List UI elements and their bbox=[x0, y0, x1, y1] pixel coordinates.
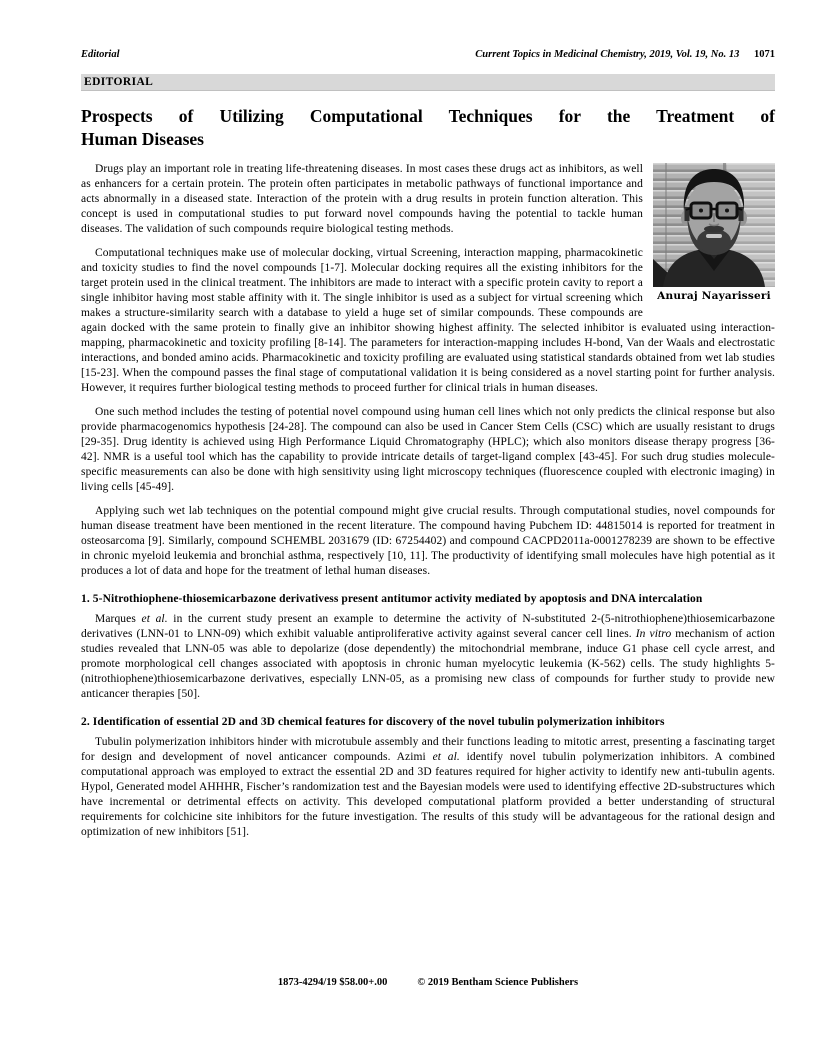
running-head-journal-block bbox=[475, 49, 775, 60]
page-footer bbox=[81, 977, 775, 988]
article-title-line-1: Prospects of Utilizing Computational Techniques for the Treatment of bbox=[81, 106, 775, 126]
issn-price: 1873-4294/19 $58.00+.00 bbox=[277, 977, 388, 988]
section-2-etal: et al. bbox=[432, 751, 460, 763]
paragraph-intro-2: Computational techniques make use of molecular docking, virtual Screening, interaction mapping, pharmacokinetic and toxicity studies to find the novel compounds [1-7]. Molecular docking requires all the existing inhibitors for the target protein used in the clinical treatment. The inhibitors are made to interact with a specific protein cavity to report a single inhibitor having most stable affinity with it. The single inhibitor is used as a subject for virtual screening which makes a structure-similarity search with a database to yield a huge set of similar compounds. These compounds are again docked with the same protein to finally give an inhibitor showing highest affinity. The selected inhibitor is evaluated using interaction-mapping, pharmacokinetic and toxicity profiling [8-14]. The parameters for interaction-mapping includes H-bond, Van der Waals and electrostatic interactions, and bonded amino acids. Pharmacokinetic and toxicity profiling are evaluated using statistical standards obtained from wet lab studies [15-23]. When the compound passes the final stage of computational validation it is being considered as a novel starting point for further analysis. However, it requires further biological testing methods to proceed further for clinical trials in human diseases. bbox=[81, 247, 775, 394]
section-2-paragraph bbox=[81, 735, 775, 840]
article-title-line-2: Human Diseases bbox=[81, 129, 204, 149]
author-photo-figure bbox=[653, 163, 775, 304]
page-number: 1071 bbox=[754, 49, 775, 60]
journal-citation: Current Topics in Medicinal Chemistry, 2019, Vol. 19, No. 13 bbox=[475, 49, 740, 60]
author-photo-caption: Anuraj Nayarisseri bbox=[657, 290, 771, 302]
editorial-band bbox=[81, 74, 775, 91]
section-1-invitro: In vitro bbox=[635, 628, 672, 640]
section-1-text-c: mechanism of action studies revealed that LNN-05 was able to depolarize (dose dependently) the mitochondrial membrane, induce G1 phase cell cycle arrest, and promote morphological cell changes associated with apoptosis in chronic human myelocytic leukemia (K-562) cells. The study highlights 5-(nitrothiophene)thiosemicarbazone derivatives, especially LNN-05, as a promising new class of compounds for further study to provide new anticancer therapies [50]. bbox=[81, 628, 775, 700]
section-2-text-a: Tubulin polymerization inhibitors hinder with microtubule assembly and their functions leading to mitotic arrest, presenting a fascinating target for design and development of novel anticancer compounds. Azimi bbox=[81, 736, 775, 763]
copyright-notice: © 2019 Bentham Science Publishers bbox=[417, 977, 579, 988]
section-2-text-b: identify novel tubulin polymerization inhibitors. A combined computational approach was employed to extract the essential 2D and 3D features required for higher activity to identify new anti-tubulin agents. Hypol, Generated model AHHHR, Fischer’s randomization test and the Bayesian models were used to identifying effective 2D-substructures which have incremental or detrimental effects on activity. This developed computational platform provided a better understanding of structural requirements for colchicine site inhibitors for the future investigation. The results of this study will be advantageous for the rational design and optimization of new inhibitors [51]. bbox=[81, 751, 775, 838]
section-1-heading: 1. 5-Nitrothiophene-thiosemicarbazone derivativess present antitumor activity mediated by apoptosis and DNA intercalation bbox=[81, 593, 703, 605]
section-1-etal: et al. bbox=[141, 613, 168, 625]
paragraph-intro-3: One such method includes the testing of potential novel compound using human cell lines which not only predicts the clinical response but also provide pharmacogenomics hypothesis [24-28]. The compound can also be used in Cancer Stem Cells (CSC) which are usually resistant to drugs [29-35]. Drug identity is achieved using High Performance Liquid Chromatography (HPLC); which also monitors disease therapy progress [36-42]. NMR is a useful tool which has the capability to provide intricate details of target-ligand complex [43-45]. For such drug studies molecule-specific measurements can also be done with high sensitivity using light microscopy techniques (fluorescence coupled with electronic imaging) in living cells [45-49]. bbox=[81, 406, 775, 493]
section-1-paragraph bbox=[81, 612, 775, 702]
section-1-text-b: in the current study present an example to determine the activity of N-substituted 2-(5-nitrothiophene)thiosemicarbazone derivatives (LNN-01 to LNN-09) which exhibit valuable antiproliferative activity against several cancer cell lines. bbox=[81, 613, 775, 640]
section-2-heading: 2. Identification of essential 2D and 3D chemical features for discovery of the novel tubulin polymerization inhibitors bbox=[81, 716, 665, 728]
running-head-section: Editorial bbox=[81, 49, 120, 60]
section-1-text-a: Marques bbox=[95, 613, 142, 625]
paragraph-intro-1: Drugs play an important role in treating life-threatening diseases. In most cases these drugs act as inhibitors, as well as enhancers for a certain protein. The protein often participates in metabolic pathways of functional importance and acts abnormally in a diseased state. Interaction of the protein with a drug results in protein function alteration. This concept is used in computational studies to put forward novel compounds having the potential to tackle human diseases. The validation of such compounds require biological testing methods. bbox=[81, 163, 643, 235]
author-photo bbox=[653, 163, 775, 287]
editorial-band-label: EDITORIAL bbox=[84, 76, 154, 88]
article-body bbox=[81, 162, 775, 840]
running-head bbox=[81, 49, 775, 60]
article-title bbox=[81, 105, 775, 151]
paragraph-intro-4: Applying such wet lab techniques on the potential compound might give crucial results. Through computational studies, novel compounds for human disease treatment have been mentioned in the recent literature. The compound having Pubchem ID: 44815014 is reported for treatment in osteosarcoma [9]. Similarly, compound SCHEMBL 2031679 (ID: 67254402) and compound CACPD2011a-0001278239 are shown to be effective in chronic myeloid leukemia and bronchial asthma, respectively [10, 11]. The productivity of identifying small molecules have high potential as it produces a lot of data and hope for the treatment of lethal human diseases. bbox=[81, 505, 775, 577]
